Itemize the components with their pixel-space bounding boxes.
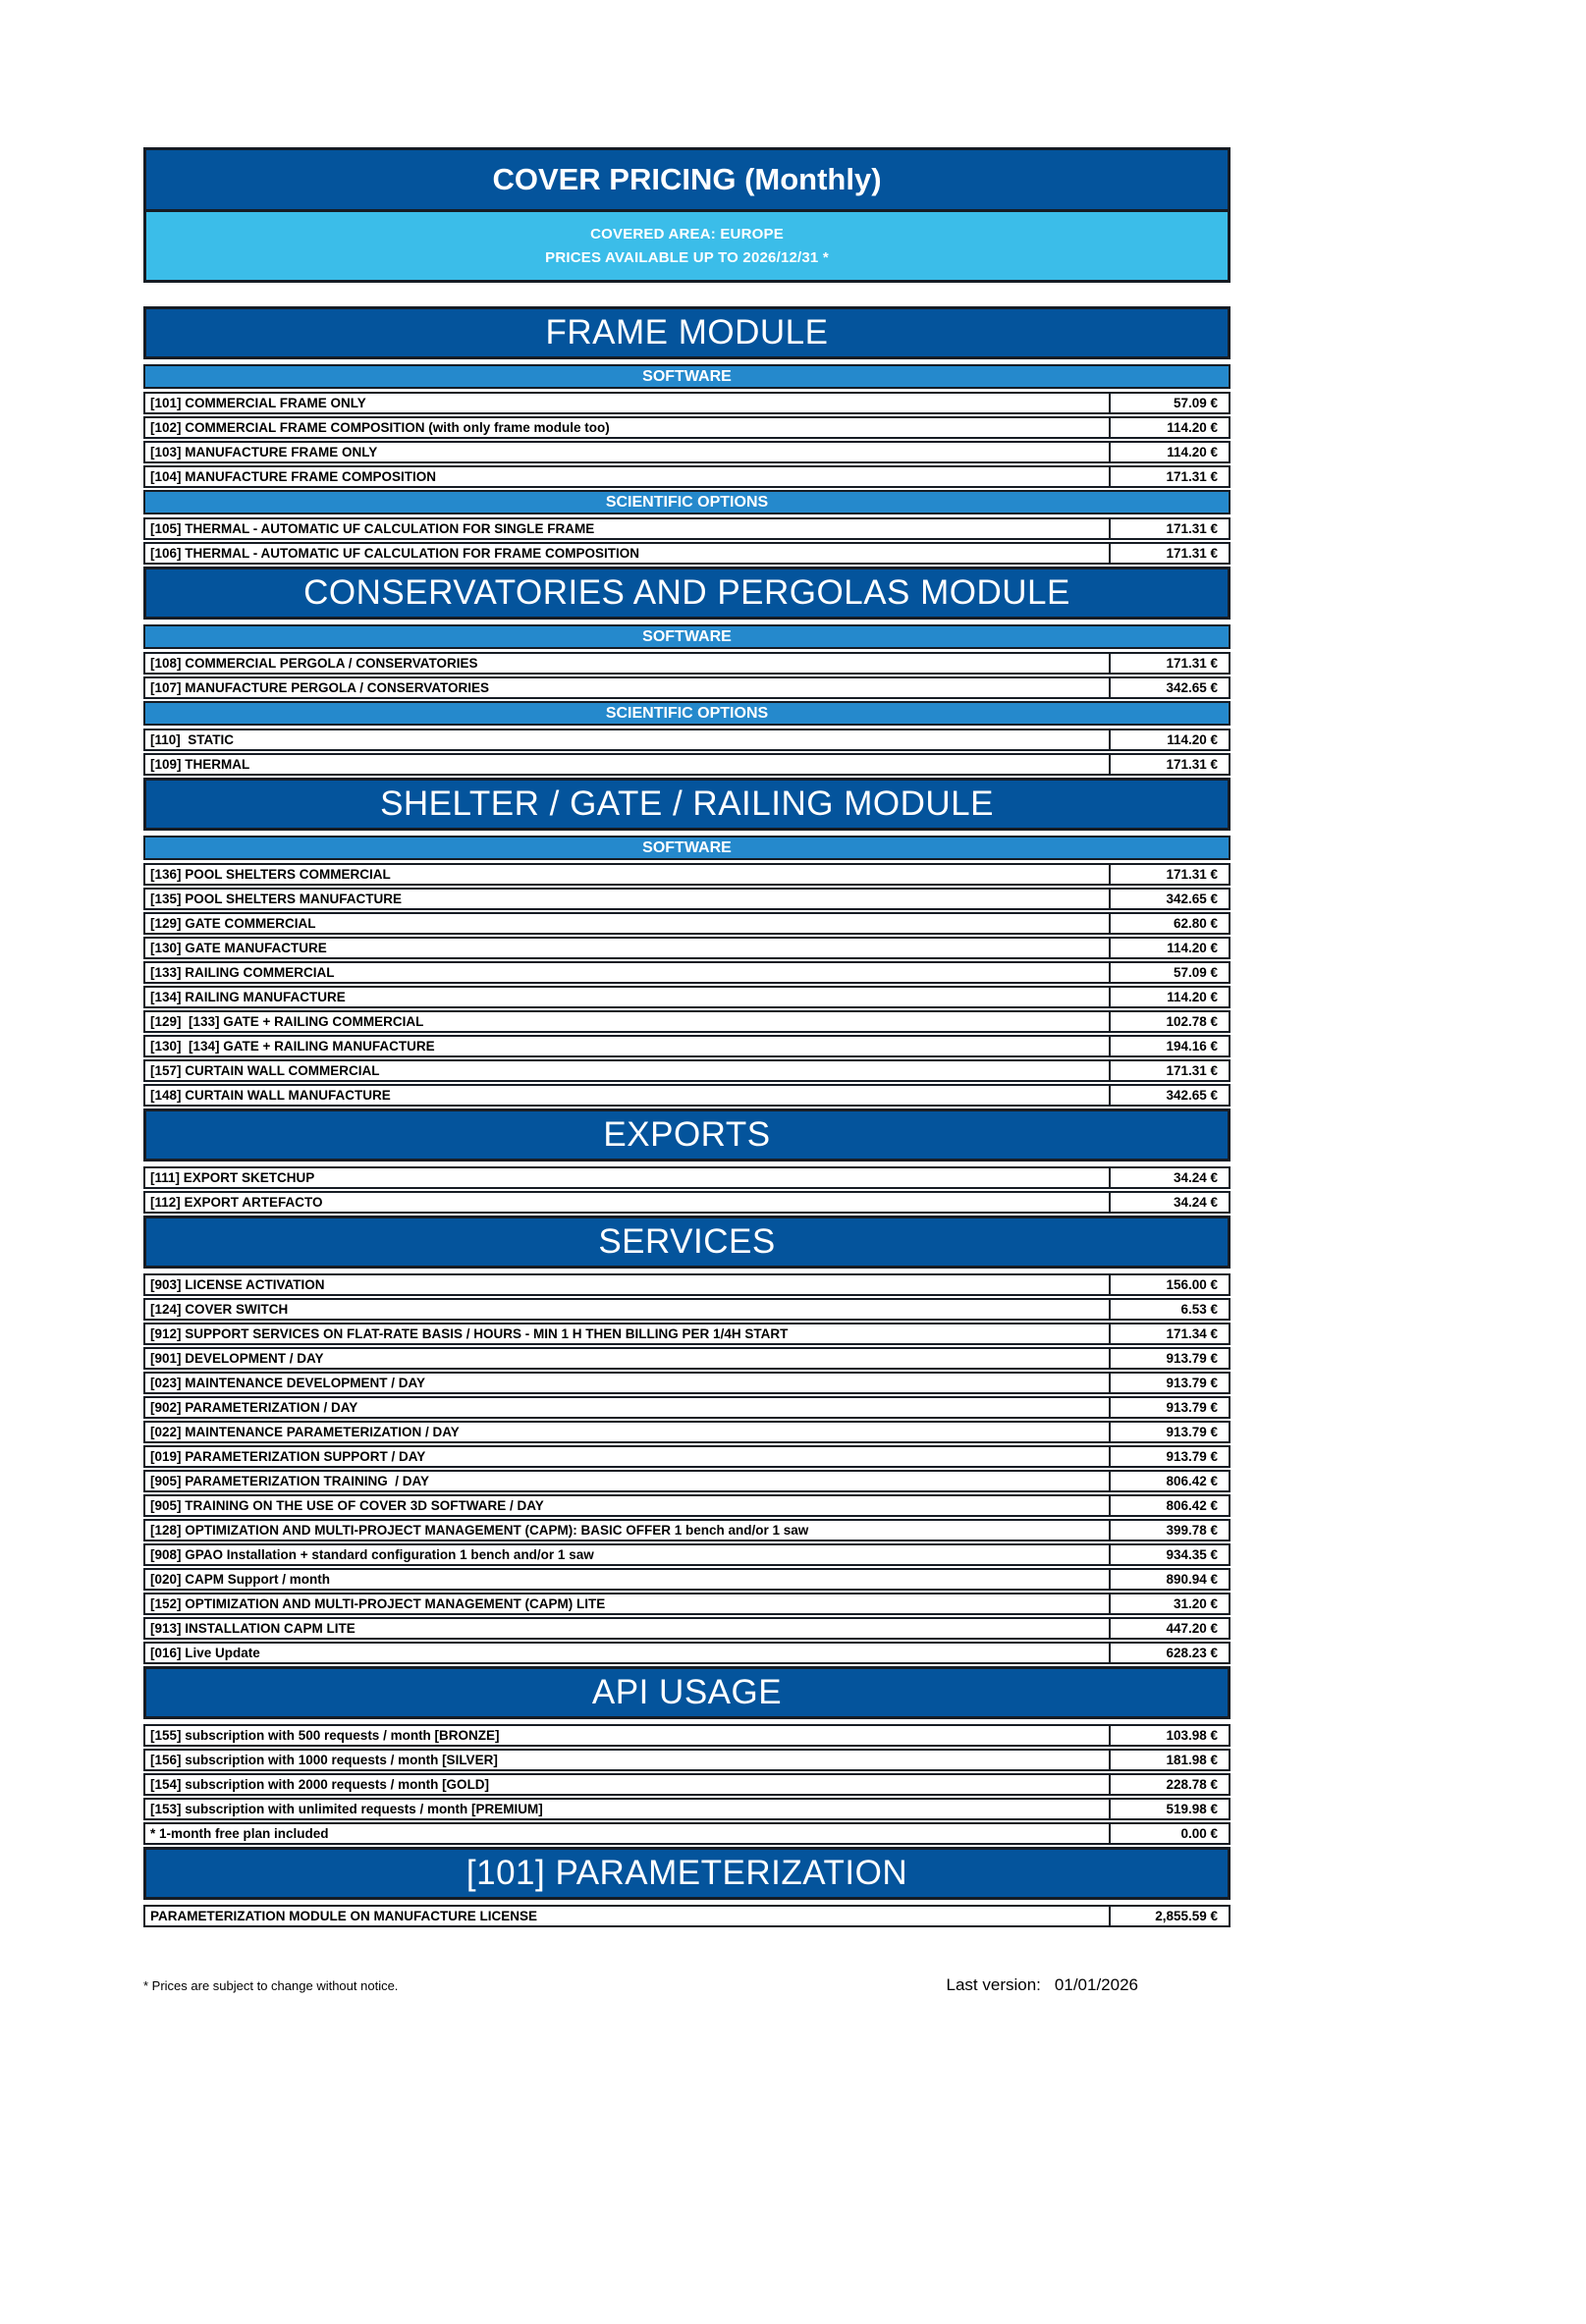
item-price: 57.09 € (1109, 394, 1229, 412)
item-label: [130] [134] GATE + RAILING MANUFACTURE (150, 1039, 435, 1054)
table-row (143, 1773, 1231, 1796)
item-price: 806.42 € (1109, 1472, 1229, 1490)
table-row (143, 888, 1231, 910)
table-row (143, 542, 1231, 565)
item-price: 913.79 € (1109, 1349, 1229, 1368)
item-price: 171.31 € (1109, 544, 1229, 563)
item-label: [105] THERMAL - AUTOMATIC UF CALCULATION FOR SINGLE FRAME (150, 521, 595, 536)
item-label: [130] GATE MANUFACTURE (150, 941, 327, 955)
module-header: SERVICES (143, 1216, 1231, 1269)
item-label: [136] POOL SHELTERS COMMERCIAL (150, 867, 391, 882)
item-price: 519.98 € (1109, 1800, 1229, 1818)
table-row (143, 1273, 1231, 1296)
item-price: 114.20 € (1109, 988, 1229, 1006)
item-price: 114.20 € (1109, 939, 1229, 957)
item-label: [154] subscription with 2000 requests / month [GOLD] (150, 1777, 490, 1792)
group-header: SOFTWARE (143, 624, 1231, 649)
item-price: 0.00 € (1109, 1824, 1229, 1843)
table-row (143, 1470, 1231, 1492)
item-label: [155] subscription with 500 requests / month [BRONZE] (150, 1728, 500, 1743)
item-price: 114.20 € (1109, 443, 1229, 461)
item-price: 57.09 € (1109, 963, 1229, 982)
table-row (143, 441, 1231, 463)
table-row (143, 1445, 1231, 1468)
item-price: 103.98 € (1109, 1726, 1229, 1745)
item-price: 890.94 € (1109, 1570, 1229, 1589)
price-change-footnote: * Prices are subject to change without notice. (143, 1978, 399, 1993)
item-price: 2,855.59 € (1109, 1907, 1229, 1925)
item-label: [128] OPTIMIZATION AND MULTI-PROJECT MANAGEMENT (CAPM): BASIC OFFER 1 bench and/or 1 saw (150, 1523, 809, 1538)
item-price: 342.65 € (1109, 1086, 1229, 1105)
item-label: * 1-month free plan included (150, 1826, 329, 1841)
module-header: SHELTER / GATE / RAILING MODULE (143, 778, 1231, 831)
table-row (143, 652, 1231, 675)
document-title: COVER PRICING (Monthly) (143, 147, 1231, 212)
table-row (143, 1905, 1231, 1927)
group-header: SOFTWARE (143, 836, 1231, 860)
item-price: 34.24 € (1109, 1168, 1229, 1187)
table-row (143, 1323, 1231, 1345)
item-label: [148] CURTAIN WALL MANUFACTURE (150, 1088, 391, 1103)
table-row (143, 1617, 1231, 1640)
table-row (143, 912, 1231, 935)
item-label: [103] MANUFACTURE FRAME ONLY (150, 445, 378, 459)
table-row (143, 1372, 1231, 1394)
item-label: [110] STATIC (150, 732, 235, 747)
covered-area-text: COVERED AREA: EUROPE (590, 226, 784, 243)
item-label: [020] CAPM Support / month (150, 1572, 330, 1587)
table-row (143, 1347, 1231, 1370)
item-price: 342.65 € (1109, 890, 1229, 908)
table-row (143, 961, 1231, 984)
table-row (143, 1822, 1231, 1845)
item-price: 31.20 € (1109, 1594, 1229, 1613)
item-price: 399.78 € (1109, 1521, 1229, 1540)
last-version (947, 1975, 1138, 1995)
item-label: [901] DEVELOPMENT / DAY (150, 1351, 324, 1366)
group-header: SOFTWARE (143, 364, 1231, 389)
item-price: 62.80 € (1109, 914, 1229, 933)
pricing-sheet (143, 147, 1231, 1929)
item-label: [153] subscription with unlimited requests / month [PREMIUM] (150, 1802, 543, 1816)
page-footer (143, 1975, 1231, 1995)
table-row (143, 1059, 1231, 1082)
item-label: [104] MANUFACTURE FRAME COMPOSITION (150, 469, 437, 484)
table-row (143, 392, 1231, 414)
item-label: [101] COMMERCIAL FRAME ONLY (150, 396, 366, 410)
pricing-table-body (143, 306, 1231, 1927)
table-row (143, 986, 1231, 1008)
item-label: [905] PARAMETERIZATION TRAINING / DAY (150, 1474, 430, 1488)
item-label: [903] LICENSE ACTIVATION (150, 1277, 325, 1292)
item-label: [109] THERMAL (150, 757, 250, 772)
module-header: CONSERVATORIES AND PERGOLAS MODULE (143, 567, 1231, 620)
table-row (143, 416, 1231, 439)
table-row (143, 1642, 1231, 1664)
last-version-label: Last version: (946, 1975, 1041, 1994)
item-label: [106] THERMAL - AUTOMATIC UF CALCULATION FOR FRAME COMPOSITION (150, 546, 639, 561)
item-label: [129] GATE COMMERCIAL (150, 916, 316, 931)
group-header: SCIENTIFIC OPTIONS (143, 490, 1231, 514)
table-row (143, 1798, 1231, 1820)
item-label: [112] EXPORT ARTEFACTO (150, 1195, 323, 1210)
item-price: 806.42 € (1109, 1496, 1229, 1515)
item-label: [134] RAILING MANUFACTURE (150, 990, 346, 1004)
item-label: [912] SUPPORT SERVICES ON FLAT-RATE BASIS / HOURS - MIN 1 H THEN BILLING PER 1/4H START (150, 1326, 789, 1341)
table-row (143, 517, 1231, 540)
item-label: [908] GPAO Installation + standard configuration 1 bench and/or 1 saw (150, 1547, 594, 1562)
item-price: 913.79 € (1109, 1447, 1229, 1466)
spacer-row (143, 283, 1231, 304)
table-row (143, 1494, 1231, 1517)
table-row (143, 676, 1231, 699)
table-row (143, 1084, 1231, 1107)
item-price: 6.53 € (1109, 1300, 1229, 1319)
item-price: 628.23 € (1109, 1644, 1229, 1662)
group-header: SCIENTIFIC OPTIONS (143, 701, 1231, 726)
item-price: 171.34 € (1109, 1324, 1229, 1343)
item-label: [016] Live Update (150, 1646, 260, 1660)
item-label: [129] [133] GATE + RAILING COMMERCIAL (150, 1014, 424, 1029)
table-row (143, 1568, 1231, 1591)
table-row (143, 1519, 1231, 1541)
table-row (143, 1191, 1231, 1214)
table-row (143, 863, 1231, 886)
prices-valid-until-text: PRICES AVAILABLE UP TO 2026/12/31 * (545, 249, 829, 266)
table-row (143, 937, 1231, 959)
item-label: [133] RAILING COMMERCIAL (150, 965, 335, 980)
item-price: 171.31 € (1109, 755, 1229, 774)
item-label: PARAMETERIZATION MODULE ON MANUFACTURE LICENSE (150, 1909, 537, 1923)
table-row (143, 1724, 1231, 1747)
item-label: [905] TRAINING ON THE USE OF COVER 3D SOFTWARE / DAY (150, 1498, 544, 1513)
item-price: 114.20 € (1109, 730, 1229, 749)
table-row (143, 753, 1231, 776)
item-label: [156] subscription with 1000 requests / month [SILVER] (150, 1753, 498, 1767)
module-header: EXPORTS (143, 1108, 1231, 1162)
item-price: 913.79 € (1109, 1398, 1229, 1417)
module-header: API USAGE (143, 1666, 1231, 1719)
item-label: [102] COMMERCIAL FRAME COMPOSITION (with only frame module too) (150, 420, 610, 435)
item-label: [111] EXPORT SKETCHUP (150, 1170, 315, 1185)
item-label: [124] COVER SWITCH (150, 1302, 289, 1317)
item-price: 171.31 € (1109, 1061, 1229, 1080)
item-price: 194.16 € (1109, 1037, 1229, 1055)
table-row (143, 1010, 1231, 1033)
item-price: 447.20 € (1109, 1619, 1229, 1638)
item-label: [023] MAINTENANCE DEVELOPMENT / DAY (150, 1376, 426, 1390)
module-header: [101] PARAMETERIZATION (143, 1847, 1231, 1900)
table-row (143, 1035, 1231, 1057)
item-price: 171.31 € (1109, 467, 1229, 486)
item-price: 102.78 € (1109, 1012, 1229, 1031)
item-price: 228.78 € (1109, 1775, 1229, 1794)
item-label: [107] MANUFACTURE PERGOLA / CONSERVATORIES (150, 680, 490, 695)
item-label: [902] PARAMETERIZATION / DAY (150, 1400, 358, 1415)
item-price: 34.24 € (1109, 1193, 1229, 1212)
item-price: 171.31 € (1109, 865, 1229, 884)
item-price: 181.98 € (1109, 1751, 1229, 1769)
item-price: 342.65 € (1109, 678, 1229, 697)
last-version-date: 01/01/2026 (1054, 1975, 1138, 1994)
table-row (143, 1749, 1231, 1771)
item-label: [019] PARAMETERIZATION SUPPORT / DAY (150, 1449, 426, 1464)
item-label: [913] INSTALLATION CAPM LITE (150, 1621, 355, 1636)
module-header: FRAME MODULE (143, 306, 1231, 359)
item-label: [108] COMMERCIAL PERGOLA / CONSERVATORIES (150, 656, 478, 671)
item-label: [157] CURTAIN WALL COMMERCIAL (150, 1063, 380, 1078)
item-label: [152] OPTIMIZATION AND MULTI-PROJECT MANAGEMENT (CAPM) LITE (150, 1596, 606, 1611)
table-row (143, 1593, 1231, 1615)
item-price: 171.31 € (1109, 519, 1229, 538)
item-label: [135] POOL SHELTERS MANUFACTURE (150, 892, 403, 906)
table-row (143, 729, 1231, 751)
item-label: [022] MAINTENANCE PARAMETERIZATION / DAY (150, 1425, 460, 1439)
table-row (143, 1298, 1231, 1321)
item-price: 171.31 € (1109, 654, 1229, 673)
item-price: 913.79 € (1109, 1423, 1229, 1441)
table-row (143, 465, 1231, 488)
item-price: 156.00 € (1109, 1275, 1229, 1294)
subtitle-bar (143, 212, 1231, 283)
table-row (143, 1421, 1231, 1443)
item-price: 114.20 € (1109, 418, 1229, 437)
table-row (143, 1396, 1231, 1419)
item-price: 913.79 € (1109, 1374, 1229, 1392)
table-row (143, 1543, 1231, 1566)
table-row (143, 1166, 1231, 1189)
item-price: 934.35 € (1109, 1545, 1229, 1564)
